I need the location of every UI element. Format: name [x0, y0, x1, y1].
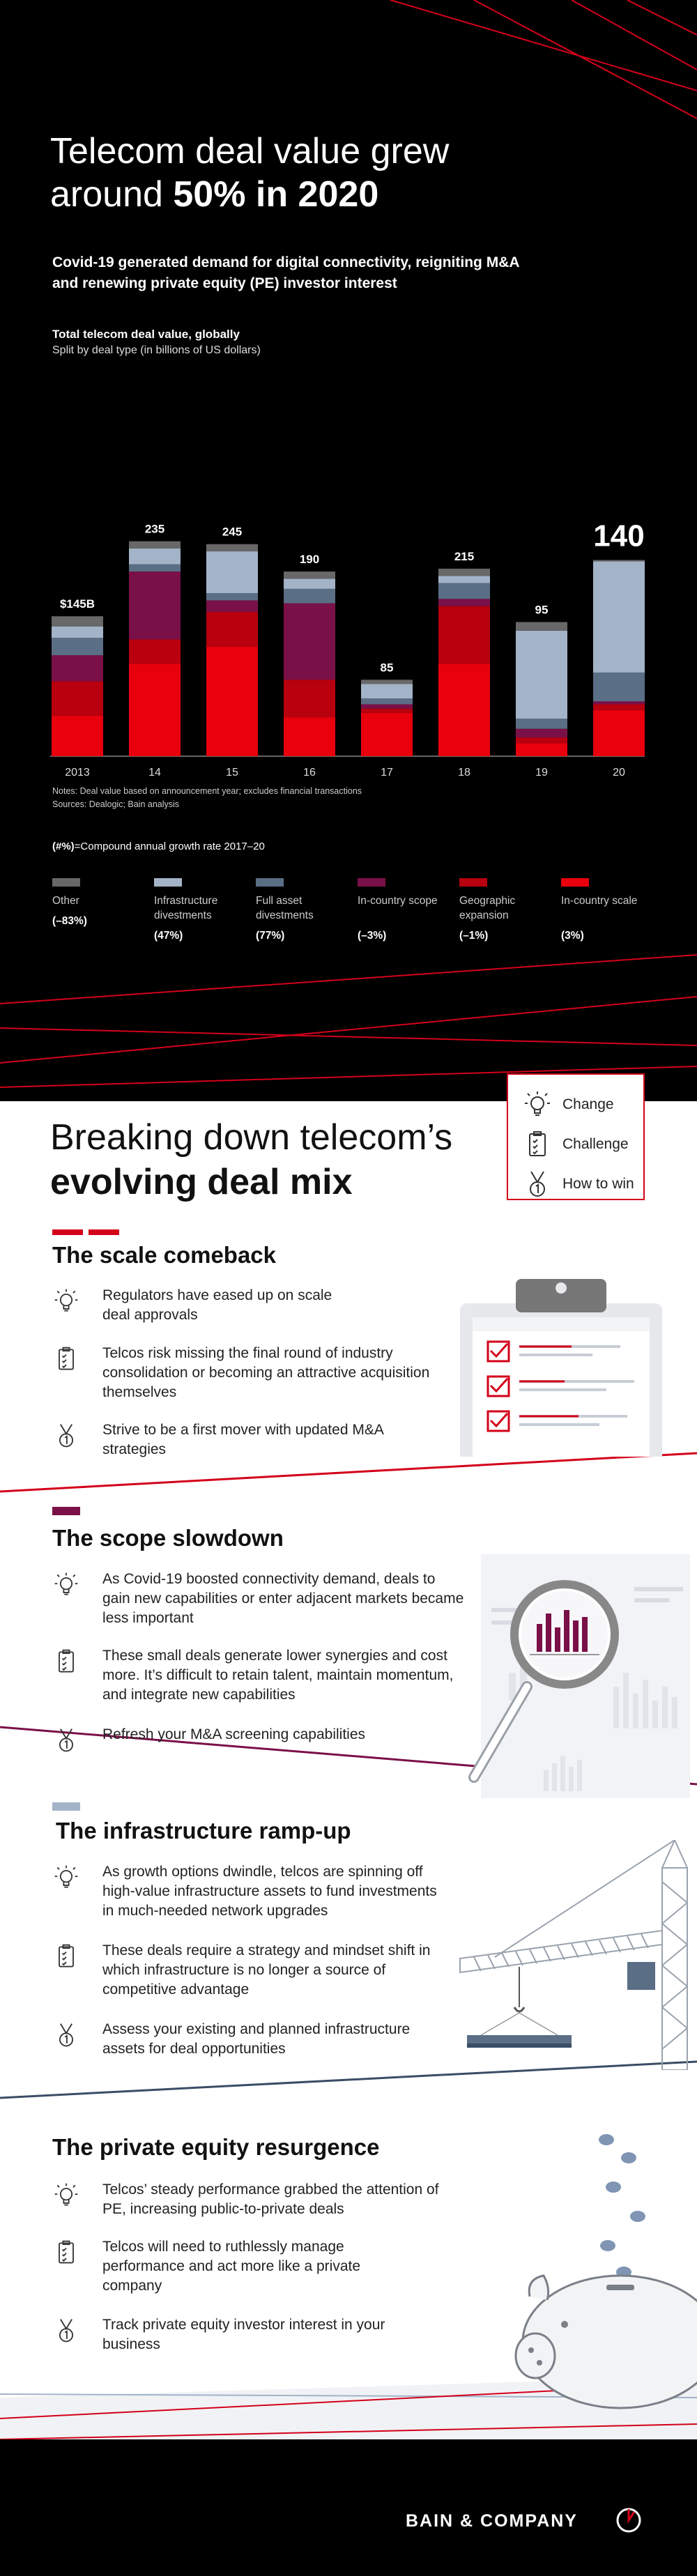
infrastructure-challenge — [52, 1941, 451, 2000]
scale-how-to-win-text: Strive to be a first mover with updated M&A strategies — [102, 1422, 383, 1457]
footer — [0, 2439, 697, 2576]
mix-title-line1: Breaking down telecom’s — [50, 1117, 453, 1158]
pe-change-text: Telcos’ steady performance grabbed the attention of PE, increasing public-to-private deals — [102, 2182, 439, 2217]
medal-icon — [52, 1725, 80, 1756]
pe-challenge-text: Telcos will need to ruthlessly manage performance and act more like a private company — [102, 2239, 361, 2294]
legend-label: Geographic expansion — [459, 895, 516, 921]
pe-change — [52, 2180, 465, 2219]
cagr-text: =Compound annual growth rate 2017–20 — [74, 841, 265, 852]
chart-subtitle: Split by deal type (in billions of US dollars) — [52, 344, 261, 356]
legend-cagr: (–83%) — [52, 915, 87, 927]
lightbulb-icon — [52, 1570, 80, 1600]
pe-how-to-win-text: Track private equity investor interest in your business — [102, 2317, 385, 2352]
hero-subtitle: Covid-19 generated demand for digital connectivity, reigniting M&A and renewing private equity (PE) investor interest — [52, 254, 519, 291]
key-how-to-win-label: How to win — [562, 1175, 634, 1192]
x-tick-label: 14 — [148, 767, 161, 779]
hero-title-highlight: 50% in 2020 — [173, 174, 379, 215]
scope-change — [52, 1570, 465, 1628]
crane-illustration — [453, 1840, 697, 2070]
x-tick-label: 15 — [226, 767, 238, 779]
clipboard-illustration — [446, 1275, 676, 1457]
bar-total-label: 85 — [380, 661, 394, 675]
scope-change-text: As Covid-19 boosted connectivity demand, deals to gain new capabilities or enter adjacent markets became less important — [102, 1571, 464, 1626]
x-tick-label: 20 — [613, 767, 625, 779]
legend-cagr: (47%) — [154, 930, 183, 942]
scope-marker — [52, 1507, 80, 1515]
legend-cagr: (77%) — [256, 930, 285, 942]
brand-mark-icon — [615, 2506, 643, 2534]
scale-challenge-text: Telcos risk missing the final round of industry consolidation or becoming an attractive acquisition themselves — [102, 1345, 430, 1400]
legend-cagr: (–1%) — [459, 930, 489, 942]
bar-total-label: 235 — [144, 522, 165, 536]
scale-how-to-win — [52, 1420, 395, 1459]
pe-how-to-win — [52, 2315, 395, 2354]
scope-how-to-win-text: Refresh your M&A screening capabilities — [102, 1726, 366, 1742]
lightbulb-icon — [52, 1286, 80, 1317]
pe-challenge — [52, 2237, 423, 2296]
scope-how-to-win — [52, 1725, 430, 1756]
brand-logo: BAIN & COMPANY — [406, 2511, 578, 2531]
section-title-infrastructure: The infrastructure ramp-up — [56, 1818, 351, 1843]
legend-label: Other — [52, 895, 79, 907]
infrastructure-change-text: As growth options dwindle, telcos are spinning off high-value infrastructure assets to fund investments in much-needed network upgrades — [102, 1864, 437, 1919]
infrastructure-change — [52, 1862, 451, 1921]
x-tick-label: 18 — [458, 767, 470, 779]
legend-label: Full asset divestments — [256, 895, 314, 921]
legend-label: In-country scope — [358, 895, 438, 907]
scale-change-text: Regulators have eased up on scale deal approvals — [102, 1287, 332, 1323]
x-tick-label: 2013 — [65, 767, 90, 779]
scope-challenge-text: These small deals generate lower synergies and cost more. It’s difficult to retain talent, maintain momentum, and integrate new capabilities — [102, 1648, 454, 1703]
bar-total-label: 215 — [454, 549, 475, 563]
piggy-bank-illustration — [446, 2126, 697, 2412]
x-tick-label: 19 — [535, 767, 548, 779]
bar-total-label: 95 — [535, 603, 549, 617]
lightbulb-icon — [52, 2180, 80, 2211]
x-tick-label: 17 — [381, 767, 393, 779]
bar-total-label: 190 — [299, 553, 320, 567]
bar-total-label: 140 — [593, 519, 645, 553]
key-change-label: Change — [562, 1096, 614, 1112]
x-tick-label: 16 — [303, 767, 316, 779]
lightbulb-icon — [52, 1862, 80, 1893]
hero-title-prefix: around — [50, 174, 174, 215]
hero-title-line1: Telecom deal value grew — [50, 131, 450, 171]
medal-icon — [52, 1420, 80, 1451]
infrastructure-marker — [52, 1802, 80, 1811]
clipboard-icon — [52, 1941, 80, 1972]
medal-icon — [52, 2315, 80, 2346]
legend-cagr: (–3%) — [358, 930, 387, 942]
key-challenge-label: Challenge — [562, 1135, 629, 1152]
mix-title-line2: evolving deal mix — [50, 1162, 353, 1202]
scale-challenge — [52, 1344, 430, 1402]
clipboard-icon — [52, 1344, 80, 1374]
medal-icon — [52, 2020, 80, 2050]
scale-change — [52, 1286, 339, 1325]
magnifier-illustration — [460, 1547, 690, 1805]
section-title-scope: The scope slowdown — [52, 1525, 284, 1551]
bar-total-label: 245 — [222, 525, 243, 539]
clipboard-icon — [52, 1646, 80, 1677]
legend-cagr: (3%) — [561, 930, 584, 942]
infrastructure-challenge-text: These deals require a strategy and mindset shift in which infrastructure is no longer a source of competitive advantage — [102, 1942, 431, 1998]
clipboard-icon — [52, 2237, 80, 2268]
section-title-private-equity: The private equity resurgence — [52, 2134, 380, 2160]
notes-text: Notes: Deal value based on announcement year; excludes financial transactions — [52, 786, 362, 796]
cagr-symbol: (#%) — [52, 841, 75, 852]
infrastructure-how-to-win-text: Assess your existing and planned infrastructure assets for deal opportunities — [102, 2021, 411, 2057]
section-title-scale: The scale comeback — [52, 1242, 277, 1268]
sources-text: Sources: Dealogic; Bain analysis — [52, 799, 180, 809]
scope-challenge — [52, 1646, 465, 1705]
legend-label: In-country scale — [561, 895, 638, 907]
infrastructure-how-to-win — [52, 2020, 423, 2059]
bar-total-label: $145B — [59, 597, 95, 611]
legend-label: Infrastructure divestments — [154, 895, 218, 921]
chart-title: Total telecom deal value, globally — [52, 328, 240, 341]
